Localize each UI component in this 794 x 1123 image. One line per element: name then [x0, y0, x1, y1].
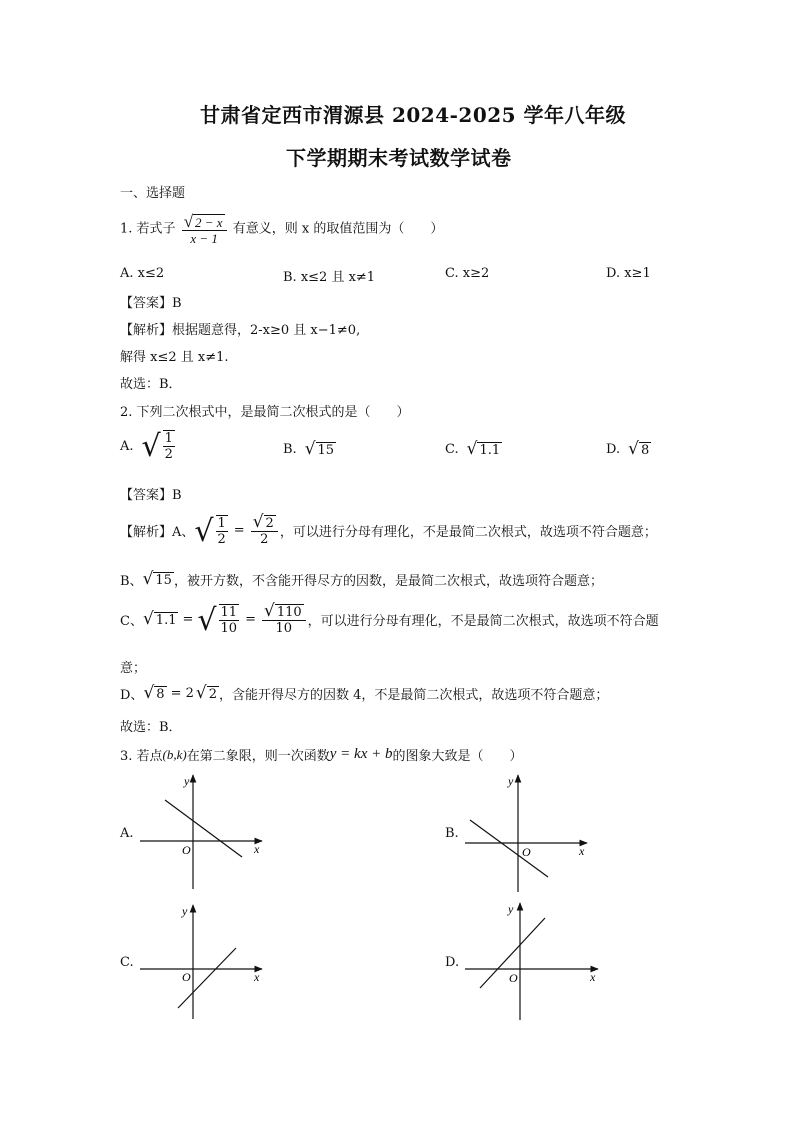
graph-d [465, 902, 598, 1020]
q2-analysis-b-tail: ，被开方数，不含能开得尽方的因数，是最简二次根式，故选项符合题意； [173, 574, 603, 589]
graph-d-y-label: y [508, 902, 514, 916]
q2-analysis-a-num: 1 [217, 515, 226, 531]
q1-option-d: D. x≥1 [606, 266, 651, 281]
graph-c [140, 904, 262, 1019]
q2-option-a: A. √ $\frac{1}{2}$ [120, 429, 173, 464]
q2-analysis-b: B、 √ 15 ，被开方数，不含能开得尽方的因数，是最简二次根式，故选项符合题意； [120, 569, 603, 589]
q1-suffix: 有意义，则 x 的取值范围为（ ） [232, 221, 444, 237]
q2-analysis-d-radicand: 8 [156, 687, 165, 702]
q2-analysis-a-den: 2 [217, 531, 226, 547]
q3-function: y = kx + b [329, 746, 393, 762]
graph-d-origin: O [509, 971, 518, 985]
graph-a-origin: O [182, 843, 191, 857]
q2-analysis-c-mid-num: 11 [220, 604, 238, 620]
q2-analysis-b-head: B、 [120, 574, 143, 589]
q2-option-a-label: A. [120, 438, 134, 454]
q3-graph-c-label: C. [120, 955, 134, 970]
q2-analysis-c-rhs-num: 110 [276, 605, 302, 620]
q3-stem-post: 的图象大致是（ ） [392, 749, 523, 764]
q2-analysis-c-rhs-den: 10 [275, 621, 293, 636]
q2-analysis-c-head: C、 [120, 614, 143, 629]
q1-fraction: √ 2 − x x − 1 [182, 212, 227, 246]
q3-stem-mid: 在第二象限，则一次函数 [186, 749, 330, 764]
graph-b-origin: O [522, 845, 531, 859]
q2-analysis-a-tail: ，可以进行分母有理化，不是最简二次根式，故选项不符合题意； [279, 525, 657, 540]
q2-c-radicand: 1.1 [479, 443, 501, 458]
q2-analysis-d-eq: = 2 [170, 686, 194, 701]
q2-analysis-d-rhs: 2 [208, 687, 217, 702]
q2-analysis-a: 【解析】A、 √ $\frac{1}{2}$ = √ 2 2 ，可以进行分母有理化，不是最简二次根式，故选项不符合题意； [120, 512, 657, 549]
q2-analysis-c-tail: ，可以进行分母有理化，不是最简二次根式，故选项不符合题 [307, 614, 659, 629]
section-heading: 一、选择题 [120, 186, 186, 201]
q3-graph-b-label: B. [445, 826, 459, 841]
graph-b-line [470, 820, 548, 877]
q2-analysis-d: D、 √ 8 = 2 √ 2 ，含能开得尽方的因数 4，不是最简二次根式，故选项不符合题意； [120, 683, 609, 703]
graph-d-x-label: x [590, 970, 596, 984]
q2-option-b: B. √ 15 [283, 439, 335, 459]
graph-b-x-label: x [579, 844, 585, 858]
q2-analysis-b-radicand: 15 [155, 573, 172, 588]
q1-conclusion: 故选：B． [120, 377, 182, 392]
q3-stem-pre: 3. 若点 [120, 749, 163, 764]
graph-a [140, 774, 262, 889]
q2-b-radicand: 15 [317, 443, 335, 458]
q2-option-c: C. √ 1.1 [445, 439, 501, 459]
graph-a-line [165, 800, 242, 857]
q1-frac-den: x − 1 [190, 230, 218, 246]
q2-d-radicand: 8 [640, 443, 650, 458]
q1-option-c: C. x≥2 [445, 266, 490, 281]
q3-point: (b,k) [162, 746, 187, 762]
q2-analysis-d-tail: ，含能开得尽方的因数 4，不是最简二次根式，故选项不符合题意； [218, 688, 609, 703]
q2-option-d-label: D. [606, 442, 621, 457]
q2-analysis-c-tail-2: 意； [120, 661, 147, 676]
q2-option-d: D. √ 8 [606, 439, 650, 459]
graph-b [465, 774, 587, 892]
q2-analysis-c-mid-den: 10 [220, 620, 238, 636]
graph-a-y-label: y [184, 774, 190, 788]
q2-conclusion: 故选：B． [120, 720, 182, 735]
graph-b-y-label: y [508, 774, 514, 788]
q2-option-c-label: C. [445, 442, 459, 457]
q1-frac-num: 2 − x [195, 214, 223, 230]
graph-c-origin: O [182, 970, 191, 984]
graph-c-y-label: y [182, 904, 188, 918]
title-line-2: 下学期期末考试数学试卷 [286, 146, 512, 170]
question-2-stem: 2. 下列二次根式中，是最简二次根式的是（ ） [120, 405, 410, 420]
q1-answer: 【答案】B [120, 296, 182, 311]
q3-graph-d-label: D. [445, 955, 460, 970]
q2-a-num: 1 [164, 431, 173, 446]
q3-graph-a-label: A. [120, 826, 134, 841]
q1-prefix: 1. 若式子 [120, 221, 176, 237]
q2-analysis-a-rhs-den: 2 [260, 532, 269, 547]
q2-analysis-d-head: D、 [120, 688, 144, 703]
q2-analysis-a-rhs-num: 2 [265, 516, 274, 531]
q2-analysis-c: C、 √ 1.1 = √ $\frac{11}{10}$ = √ 110 10 ，可以进行分母有理化，不是最简二次根式，故选项不符合题 [120, 601, 659, 638]
q2-analysis-c-radicand: 1.1 [155, 613, 177, 628]
q1-analysis-1: 【解析】根据题意得，2-x≥0 且 x−1≠0, [120, 323, 361, 338]
title-line-1: 甘肃省定西市渭源县 2024-2025 学年八年级 [200, 103, 627, 127]
graph-a-x-label: x [254, 842, 260, 856]
q1-analysis-2: 解得 x≤2 且 x≠1. [120, 350, 229, 365]
q2-a-den: 2 [164, 447, 173, 462]
q2-analysis-a-head: 【解析】A、 [120, 525, 195, 540]
q2-option-b-label: B. [283, 442, 297, 457]
q1-option-b: B. x≤2 且 x≠1 [283, 270, 376, 285]
q1-option-a: A. x≤2 [120, 266, 165, 281]
graph-c-x-label: x [254, 970, 260, 984]
q2-answer: 【答案】B [120, 488, 182, 503]
